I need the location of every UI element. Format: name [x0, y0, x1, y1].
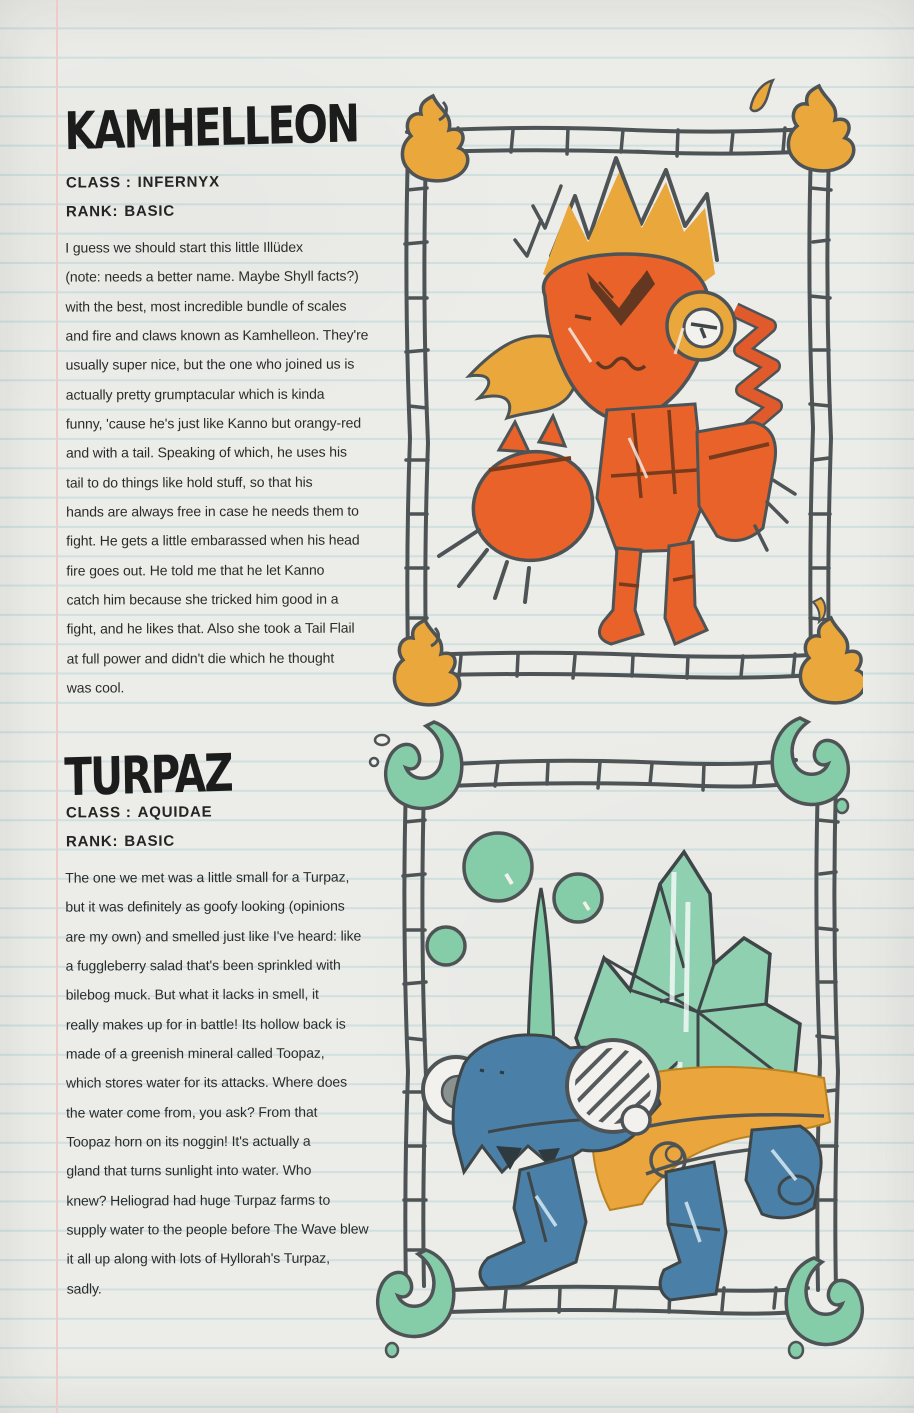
text-line: but it was definitely as goofy looking (opinions [65, 897, 345, 915]
text-line: fire goes out. He told me that he let Kanno [66, 561, 325, 579]
rank-label: RANK: [65, 203, 119, 221]
text-line: knew? Heliograd had huge Turpaz farms to [66, 1191, 331, 1209]
turpaz-figure [423, 852, 830, 1300]
right-mitt [697, 422, 776, 541]
bubble [554, 874, 602, 922]
rank-line [66, 833, 175, 851]
text-line: usually super nice, but the one who joined us is [65, 355, 355, 373]
drop-dot [386, 1343, 398, 1357]
text-line: and fire and claws known as Kamhelleon. They're [65, 326, 369, 344]
drop-shape [386, 722, 462, 808]
left-mitt-spikes [499, 416, 565, 452]
snout-circle [622, 1106, 650, 1134]
text-line: supply water to the people before The Wave blew [66, 1220, 369, 1238]
rank-line [66, 203, 175, 221]
bubble [427, 927, 465, 965]
kamhelleon-drawing [383, 78, 863, 718]
bubble [464, 833, 532, 901]
flame-spark [744, 80, 782, 113]
text-line: was cool. [66, 679, 125, 696]
class-line [66, 173, 220, 191]
flame-icon [394, 620, 459, 705]
text-line: bilebog muck. But what it lacks in smell, it [65, 986, 319, 1003]
water-drop-icon [786, 1258, 862, 1358]
water-drop-icon [378, 1250, 454, 1357]
text-line: (note: needs a better name. Maybe Shyll facts?) [65, 267, 359, 285]
left-leg [599, 548, 643, 644]
drop-shape [378, 1250, 454, 1336]
text-line: made of a greenish mineral called Toopaz, [65, 1044, 325, 1062]
drop-dot [789, 1342, 803, 1358]
horn [528, 888, 554, 1050]
text-line: the water come from, you ask? From that [66, 1103, 318, 1121]
notebook-margin-line [56, 0, 58, 1413]
class-label: CLASS : [65, 174, 132, 192]
flame-shape [394, 620, 459, 705]
class-line [66, 803, 213, 821]
text-line: Toopaz horn on its noggin! It's actually a [66, 1132, 311, 1150]
text-line: The one we met was a little small for a Turpaz, [65, 868, 350, 886]
text-line: a fuggleberry salad that's been sprinkled with [65, 956, 341, 974]
torso [597, 404, 705, 552]
kamhelleon-figure [439, 158, 795, 644]
text-line: funny, 'cause he's just like Kanno but orangy-red [65, 414, 362, 432]
text-line: really makes up for in battle! Its hollow back is [65, 1015, 346, 1033]
text-line: gland that turns sunlight into water. Who [66, 1162, 312, 1179]
text-line: tail to do things like hold stuff, so that his [66, 473, 313, 491]
drop-dot [370, 758, 378, 766]
text-line: sadly. [66, 1280, 102, 1297]
front-leg [480, 1156, 586, 1288]
rank-label: RANK: [65, 833, 119, 851]
page-title: KAMHELLEON [64, 94, 359, 163]
drop-dot [375, 735, 389, 745]
flame-shape [788, 86, 853, 171]
text-line: with the best, most incredible bundle of scales [65, 297, 347, 315]
text-line: fight. He gets a little embarassed when his head [66, 531, 360, 549]
description-text [65, 862, 411, 1303]
turpaz-drawing [368, 702, 888, 1382]
text-line: fight, and he likes that. Also she took a Tail Flail [66, 619, 355, 637]
bubbles [427, 833, 602, 965]
text-line: catch him because she tricked him good in a [66, 590, 339, 608]
class-value: AQUIDAE [137, 803, 213, 822]
text-line: it all up along with lots of Hyllorah's Turpaz, [66, 1249, 330, 1267]
text-line: at full power and didn't die which he thought [66, 649, 335, 667]
flame-shape [402, 96, 467, 181]
flame-icon [788, 86, 853, 171]
drop-shape [786, 1258, 862, 1344]
class-label: CLASS : [65, 804, 132, 822]
description-text [65, 232, 411, 702]
back-leg [746, 1126, 821, 1218]
text-line: I guess we should start this little Illüdex [65, 238, 303, 256]
text-line: actually pretty grumptacular which is kinda [65, 385, 325, 403]
flame-icon [402, 96, 467, 181]
text-line: and with a tail. Speaking of which, he uses his [65, 443, 347, 461]
text-line: are my own) and smelled just like I've heard: like [65, 927, 362, 945]
rank-value: BASIC [124, 832, 176, 850]
drop-shape [772, 718, 848, 804]
right-leg [665, 542, 707, 644]
class-value: INFERNYX [137, 173, 220, 192]
water-drop-icon [370, 722, 462, 808]
drop-dot [836, 799, 848, 813]
page-title: TURPAZ [64, 743, 233, 809]
rank-value: BASIC [124, 202, 176, 220]
text-line: which stores water for its attacks. Where does [65, 1073, 347, 1091]
text-line: hands are always free in case he needs them to [66, 502, 359, 520]
